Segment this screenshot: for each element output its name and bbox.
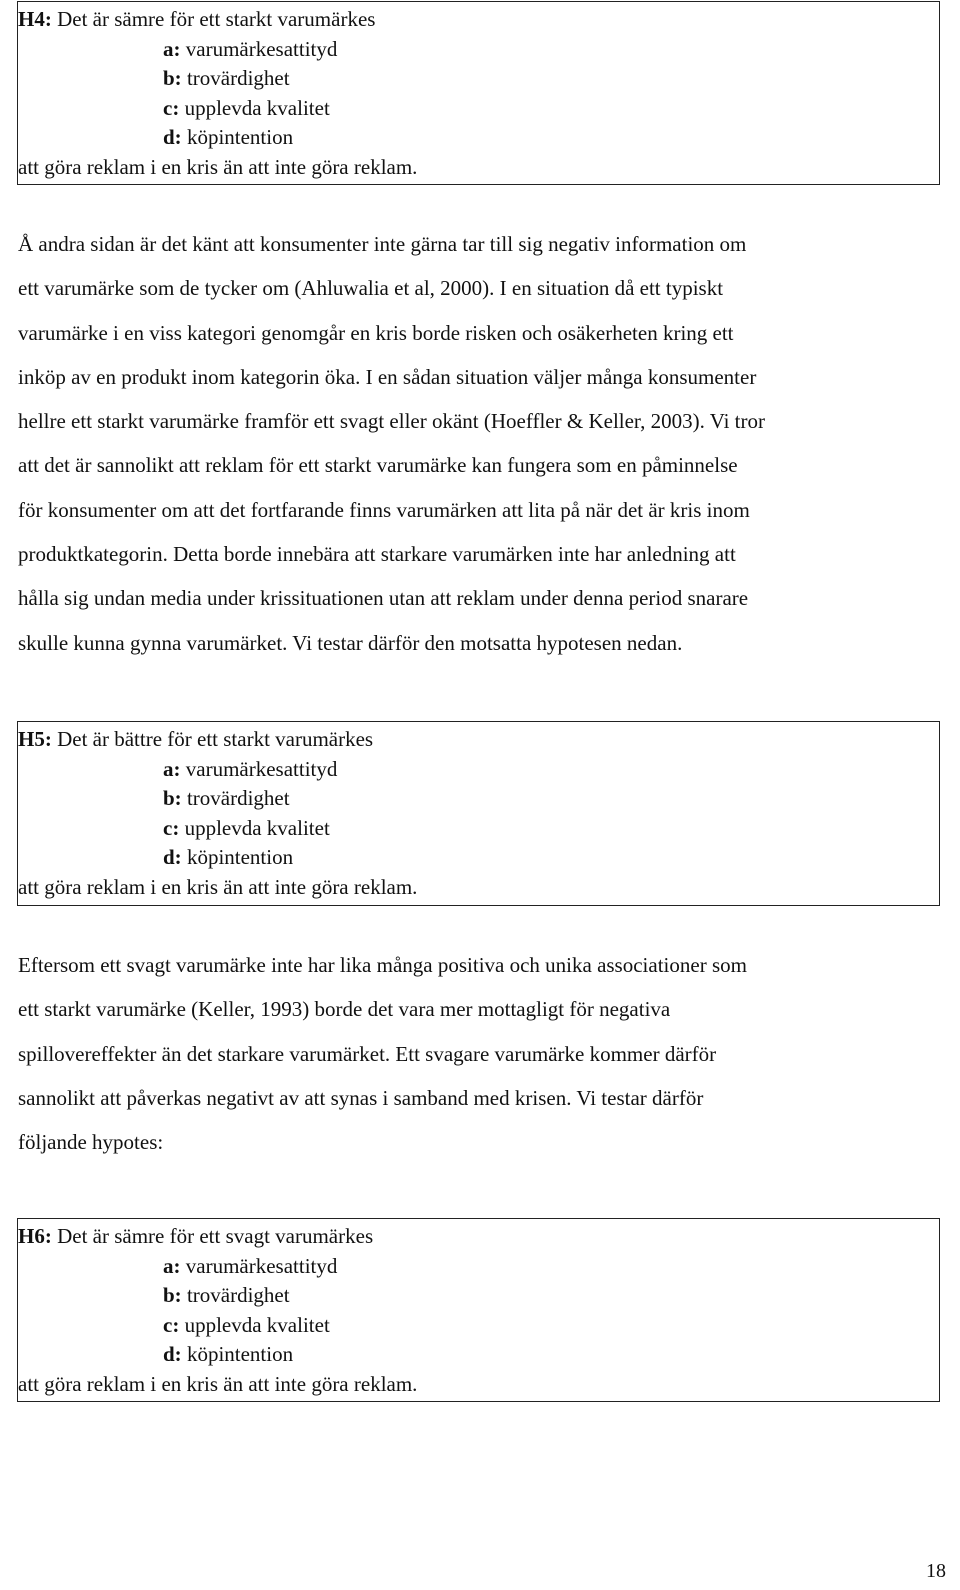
item-text: köpintention	[181, 125, 294, 150]
item-key: a:	[163, 756, 181, 781]
paragraph-line: hellre ett starkt varumärke framför ett svagt eller okänt (Hoeffler & Keller, 2003). Vi tror	[18, 409, 766, 434]
hypothesis-h6-item-a	[18, 1252, 939, 1282]
paragraph-line: varumärke i en viss kategori genomgår en kris borde risken och osäkerheten kring ett	[18, 320, 734, 345]
hypothesis-h5-closing: att göra reklam i en kris än att inte göra reklam.	[18, 874, 418, 899]
paragraph-line: produktkategorin. Detta borde innebära att starkare varumärken inte har anledning att	[18, 542, 736, 567]
body-paragraph-1	[18, 222, 940, 665]
hypothesis-h6-title: Det är sämre för ett svagt varumärkes	[51, 1224, 374, 1248]
hypothesis-h5-item-a	[18, 755, 939, 785]
hypothesis-h5-item-c	[18, 814, 939, 844]
body-paragraph-2	[18, 943, 940, 1164]
hypothesis-h5-item-b	[18, 784, 939, 814]
item-text: trovärdighet	[181, 786, 290, 811]
hypothesis-h6-heading	[18, 1222, 939, 1252]
item-key: a:	[163, 1253, 181, 1278]
hypothesis-h5-heading	[18, 725, 939, 755]
hypothesis-h5-item-d	[18, 843, 939, 873]
paragraph-line: Å andra sidan är det känt att konsumenter inte gärna tar till sig negativ information om	[18, 232, 747, 256]
hypothesis-h6-label: H6:	[18, 1224, 52, 1248]
item-key: b:	[163, 1283, 182, 1308]
item-key: c:	[163, 95, 180, 120]
item-key: b:	[163, 66, 182, 91]
item-text: upplevda kvalitet	[179, 1312, 330, 1337]
paragraph-line: ett varumärke som de tycker om (Ahluwalia et al, 2000). I en situation då ett typiskt	[18, 276, 724, 301]
hypothesis-h4-box	[17, 1, 940, 185]
paragraph-line: hålla sig undan media under krissituationen utan att reklam under denna period snarare	[18, 586, 749, 611]
hypothesis-h5-box	[17, 721, 940, 906]
item-key: d:	[163, 1342, 182, 1367]
item-text: upplevda kvalitet	[179, 815, 330, 840]
item-key: d:	[163, 845, 182, 870]
item-key: c:	[163, 1312, 180, 1337]
paragraph-line: sannolikt att påverkas negativt av att synas i samband med krisen. Vi testar därför	[18, 1085, 704, 1110]
hypothesis-h6-item-d	[18, 1340, 939, 1370]
paragraph-line: Eftersom ett svagt varumärke inte har lika många positiva och unika associationer som	[18, 953, 747, 977]
paragraph-line: spillovereffekter än det starkare varumärket. Ett svagare varumärke kommer därför	[18, 1041, 717, 1066]
item-key: b:	[163, 786, 182, 811]
paragraph-line: att det är sannolikt att reklam för ett starkt varumärke kan fungera som en påminnelse	[18, 453, 738, 478]
hypothesis-h4-label: H4:	[18, 7, 52, 31]
item-text: köpintention	[181, 845, 294, 870]
item-key: a:	[163, 36, 181, 61]
item-key: c:	[163, 815, 180, 840]
item-text: trovärdighet	[181, 66, 290, 91]
hypothesis-h5-label: H5:	[18, 727, 52, 751]
hypothesis-h4-item-c	[18, 94, 939, 124]
item-text: köpintention	[181, 1342, 294, 1367]
item-key: d:	[163, 125, 182, 150]
hypothesis-h4-item-d	[18, 123, 939, 153]
hypothesis-h6-item-c	[18, 1311, 939, 1341]
hypothesis-h6-box	[17, 1218, 940, 1402]
page-number: 18	[926, 1560, 946, 1582]
paragraph-line: följande hypotes:	[18, 1130, 164, 1155]
paragraph-line: ett starkt varumärke (Keller, 1993) borde det vara mer mottagligt för negativa	[18, 997, 671, 1022]
paragraph-line: inköp av en produkt inom kategorin öka. I en sådan situation väljer många konsumenter	[18, 364, 757, 389]
item-text: varumärkesattityd	[180, 36, 338, 61]
hypothesis-h4-item-b	[18, 64, 939, 94]
item-text: trovärdighet	[181, 1283, 290, 1308]
hypothesis-h5-title: Det är bättre för ett starkt varumärkes	[51, 727, 374, 751]
item-text: varumärkesattityd	[180, 756, 338, 781]
hypothesis-h4-item-a	[18, 35, 939, 65]
hypothesis-h6-closing: att göra reklam i en kris än att inte göra reklam.	[18, 1371, 418, 1396]
hypothesis-h4-closing: att göra reklam i en kris än att inte göra reklam.	[18, 154, 418, 179]
hypothesis-h6-item-b	[18, 1281, 939, 1311]
paragraph-line: för konsumenter om att det fortfarande finns varumärken att lita på när det är kris inom	[18, 497, 750, 522]
hypothesis-h4-title: Det är sämre för ett starkt varumärkes	[51, 7, 376, 31]
item-text: upplevda kvalitet	[179, 95, 330, 120]
paragraph-line: skulle kunna gynna varumärket. Vi testar därför den motsatta hypotesen nedan.	[18, 630, 683, 655]
hypothesis-h4-heading	[18, 5, 939, 35]
item-text: varumärkesattityd	[180, 1253, 338, 1278]
